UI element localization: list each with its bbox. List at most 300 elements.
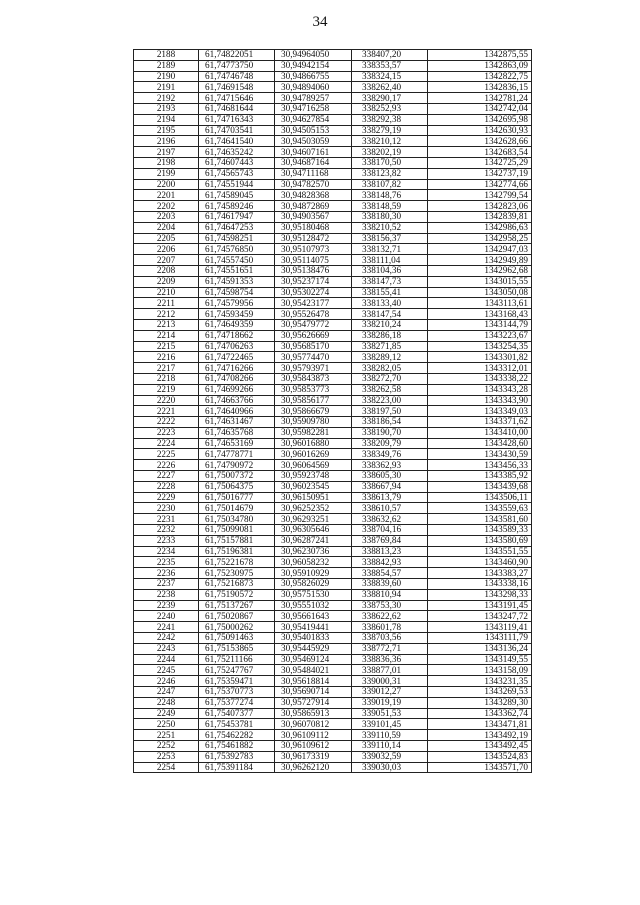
latitude-cell: 61,74635242 (199, 147, 275, 158)
x-coordinate-cell: 338605,30 (352, 471, 428, 482)
point-number-cell: 2201 (134, 190, 199, 201)
table-row (134, 460, 532, 471)
x-coordinate-cell: 338210,24 (352, 319, 428, 330)
latitude-cell: 61,74703541 (199, 125, 275, 136)
latitude-cell: 61,74822051 (199, 50, 275, 61)
table-row (134, 514, 532, 525)
x-coordinate-cell: 338407,20 (352, 50, 428, 61)
point-number-cell: 2202 (134, 201, 199, 212)
table-row (134, 309, 532, 320)
table-row (134, 373, 532, 384)
table-row (134, 201, 532, 212)
x-coordinate-cell: 338223,00 (352, 395, 428, 406)
table-row (134, 255, 532, 266)
longitude-cell: 30,96064569 (275, 460, 352, 471)
longitude-cell: 30,96070812 (275, 719, 352, 730)
y-coordinate-cell: 1343410,00 (428, 427, 532, 438)
point-number-cell: 2199 (134, 168, 199, 179)
x-coordinate-cell: 339032,59 (352, 751, 428, 762)
point-number-cell: 2209 (134, 276, 199, 287)
y-coordinate-cell: 1342836,15 (428, 82, 532, 93)
point-number-cell: 2242 (134, 633, 199, 644)
point-number-cell: 2227 (134, 471, 199, 482)
point-number-cell: 2248 (134, 697, 199, 708)
x-coordinate-cell: 338210,12 (352, 136, 428, 147)
point-number-cell: 2211 (134, 298, 199, 309)
longitude-cell: 30,95401833 (275, 633, 352, 644)
y-coordinate-cell: 1343349,03 (428, 406, 532, 417)
point-number-cell: 2195 (134, 125, 199, 136)
table-row (134, 222, 532, 233)
table-row (134, 643, 532, 654)
longitude-cell: 30,95626669 (275, 330, 352, 341)
x-coordinate-cell: 338289,12 (352, 352, 428, 363)
point-number-cell: 2221 (134, 406, 199, 417)
table-row (134, 589, 532, 600)
x-coordinate-cell: 338123,82 (352, 168, 428, 179)
latitude-cell: 61,74589246 (199, 201, 275, 212)
longitude-cell: 30,95826029 (275, 579, 352, 590)
x-coordinate-cell: 338704,16 (352, 525, 428, 536)
longitude-cell: 30,96016269 (275, 449, 352, 460)
table-row (134, 136, 532, 147)
y-coordinate-cell: 1343343,90 (428, 395, 532, 406)
point-number-cell: 2215 (134, 341, 199, 352)
x-coordinate-cell: 338632,62 (352, 514, 428, 525)
point-number-cell: 2252 (134, 741, 199, 752)
x-coordinate-cell: 339030,03 (352, 762, 428, 773)
x-coordinate-cell: 338842,93 (352, 557, 428, 568)
latitude-cell: 61,74635768 (199, 427, 275, 438)
point-number-cell: 2234 (134, 546, 199, 557)
y-coordinate-cell: 1343385,92 (428, 471, 532, 482)
point-number-cell: 2222 (134, 417, 199, 428)
latitude-cell: 61,74715646 (199, 93, 275, 104)
latitude-cell: 61,75461882 (199, 741, 275, 752)
latitude-cell: 61,75462282 (199, 730, 275, 741)
longitude-cell: 30,96305646 (275, 525, 352, 536)
table-row (134, 190, 532, 201)
y-coordinate-cell: 1342799,54 (428, 190, 532, 201)
point-number-cell: 2230 (134, 503, 199, 514)
y-coordinate-cell: 1343015,55 (428, 276, 532, 287)
table-row (134, 244, 532, 255)
table-row (134, 276, 532, 287)
latitude-cell: 61,74591353 (199, 276, 275, 287)
latitude-cell: 61,74706263 (199, 341, 275, 352)
latitude-cell: 61,74773750 (199, 60, 275, 71)
longitude-cell: 30,95180468 (275, 222, 352, 233)
longitude-cell: 30,95727914 (275, 697, 352, 708)
point-number-cell: 2239 (134, 600, 199, 611)
y-coordinate-cell: 1343254,35 (428, 341, 532, 352)
point-number-cell: 2196 (134, 136, 199, 147)
longitude-cell: 30,95237174 (275, 276, 352, 287)
longitude-cell: 30,96150951 (275, 492, 352, 503)
y-coordinate-cell: 1343551,55 (428, 546, 532, 557)
x-coordinate-cell: 338132,71 (352, 244, 428, 255)
longitude-cell: 30,95910929 (275, 568, 352, 579)
point-number-cell: 2249 (134, 708, 199, 719)
table-row (134, 697, 532, 708)
point-number-cell: 2217 (134, 363, 199, 374)
y-coordinate-cell: 1343580,69 (428, 535, 532, 546)
latitude-cell: 61,74631467 (199, 417, 275, 428)
latitude-cell: 61,75099081 (199, 525, 275, 536)
longitude-cell: 30,94503059 (275, 136, 352, 147)
point-number-cell: 2206 (134, 244, 199, 255)
longitude-cell: 30,96016880 (275, 438, 352, 449)
table-row (134, 406, 532, 417)
y-coordinate-cell: 1343581,60 (428, 514, 532, 525)
longitude-cell: 30,95302274 (275, 287, 352, 298)
y-coordinate-cell: 1343050,08 (428, 287, 532, 298)
point-number-cell: 2214 (134, 330, 199, 341)
latitude-cell: 61,74551944 (199, 179, 275, 190)
point-number-cell: 2198 (134, 157, 199, 168)
longitude-cell: 30,94894060 (275, 82, 352, 93)
point-number-cell: 2233 (134, 535, 199, 546)
point-number-cell: 2246 (134, 676, 199, 687)
x-coordinate-cell: 338104,36 (352, 265, 428, 276)
table-row (134, 352, 532, 363)
coordinates-table (133, 49, 532, 773)
latitude-cell: 61,74557450 (199, 255, 275, 266)
x-coordinate-cell: 338854,57 (352, 568, 428, 579)
point-number-cell: 2225 (134, 449, 199, 460)
table-row (134, 395, 532, 406)
longitude-cell: 30,96262120 (275, 762, 352, 773)
point-number-cell: 2220 (134, 395, 199, 406)
table-row (134, 82, 532, 93)
table-row (134, 525, 532, 536)
x-coordinate-cell: 338282,05 (352, 363, 428, 374)
latitude-cell: 61,74718662 (199, 330, 275, 341)
x-coordinate-cell: 338272,70 (352, 373, 428, 384)
latitude-cell: 61,75221678 (199, 557, 275, 568)
longitude-cell: 30,95107973 (275, 244, 352, 255)
x-coordinate-cell: 338769,84 (352, 535, 428, 546)
y-coordinate-cell: 1343362,74 (428, 708, 532, 719)
longitude-cell: 30,94903567 (275, 211, 352, 222)
longitude-cell: 30,96293251 (275, 514, 352, 525)
longitude-cell: 30,96023545 (275, 481, 352, 492)
table-row (134, 298, 532, 309)
y-coordinate-cell: 1343492,19 (428, 730, 532, 741)
longitude-cell: 30,95423177 (275, 298, 352, 309)
y-coordinate-cell: 1343298,33 (428, 589, 532, 600)
x-coordinate-cell: 339012,27 (352, 687, 428, 698)
y-coordinate-cell: 1343492,45 (428, 741, 532, 752)
longitude-cell: 30,95774470 (275, 352, 352, 363)
latitude-cell: 61,74663766 (199, 395, 275, 406)
y-coordinate-cell: 1343439,68 (428, 481, 532, 492)
table-row (134, 557, 532, 568)
y-coordinate-cell: 1343231,35 (428, 676, 532, 687)
y-coordinate-cell: 1342863,09 (428, 60, 532, 71)
x-coordinate-cell: 338279,19 (352, 125, 428, 136)
x-coordinate-cell: 338286,18 (352, 330, 428, 341)
latitude-cell: 61,74699266 (199, 384, 275, 395)
x-coordinate-cell: 338262,40 (352, 82, 428, 93)
point-number-cell: 2190 (134, 71, 199, 82)
point-number-cell: 2229 (134, 492, 199, 503)
longitude-cell: 30,95445929 (275, 643, 352, 654)
point-number-cell: 2203 (134, 211, 199, 222)
x-coordinate-cell: 338155,41 (352, 287, 428, 298)
point-number-cell: 2224 (134, 438, 199, 449)
y-coordinate-cell: 1343430,59 (428, 449, 532, 460)
point-number-cell: 2243 (134, 643, 199, 654)
longitude-cell: 30,96173319 (275, 751, 352, 762)
latitude-cell: 61,74607443 (199, 157, 275, 168)
latitude-cell: 61,74579956 (199, 298, 275, 309)
table-row (134, 535, 532, 546)
y-coordinate-cell: 1343506,11 (428, 492, 532, 503)
y-coordinate-cell: 1343113,61 (428, 298, 532, 309)
x-coordinate-cell: 338290,17 (352, 93, 428, 104)
table-row (134, 687, 532, 698)
x-coordinate-cell: 338703,56 (352, 633, 428, 644)
latitude-cell: 61,74722465 (199, 352, 275, 363)
point-number-cell: 2192 (134, 93, 199, 104)
table-row (134, 611, 532, 622)
y-coordinate-cell: 1343301,82 (428, 352, 532, 363)
latitude-cell: 61,75137267 (199, 600, 275, 611)
longitude-cell: 30,96109112 (275, 730, 352, 741)
x-coordinate-cell: 339110,14 (352, 741, 428, 752)
table-row (134, 179, 532, 190)
longitude-cell: 30,95484021 (275, 665, 352, 676)
x-coordinate-cell: 338133,40 (352, 298, 428, 309)
x-coordinate-cell: 338810,94 (352, 589, 428, 600)
table-row (134, 492, 532, 503)
x-coordinate-cell: 338170,50 (352, 157, 428, 168)
longitude-cell: 30,96230736 (275, 546, 352, 557)
table-row (134, 233, 532, 244)
x-coordinate-cell: 338839,60 (352, 579, 428, 590)
y-coordinate-cell: 1343383,27 (428, 568, 532, 579)
x-coordinate-cell: 338349,76 (352, 449, 428, 460)
point-number-cell: 2193 (134, 103, 199, 114)
x-coordinate-cell: 339101,45 (352, 719, 428, 730)
latitude-cell: 61,74640966 (199, 406, 275, 417)
longitude-cell: 30,95923748 (275, 471, 352, 482)
x-coordinate-cell: 339051,53 (352, 708, 428, 719)
longitude-cell: 30,96058232 (275, 557, 352, 568)
point-number-cell: 2232 (134, 525, 199, 536)
latitude-cell: 61,75016777 (199, 492, 275, 503)
longitude-cell: 30,95856177 (275, 395, 352, 406)
table-row (134, 71, 532, 82)
longitude-cell: 30,94866755 (275, 71, 352, 82)
point-number-cell: 2218 (134, 373, 199, 384)
x-coordinate-cell: 338186,54 (352, 417, 428, 428)
longitude-cell: 30,95128472 (275, 233, 352, 244)
point-number-cell: 2231 (134, 514, 199, 525)
latitude-cell: 61,74647253 (199, 222, 275, 233)
latitude-cell: 61,74708266 (199, 373, 275, 384)
longitude-cell: 30,94687164 (275, 157, 352, 168)
y-coordinate-cell: 1343428,60 (428, 438, 532, 449)
latitude-cell: 61,75153865 (199, 643, 275, 654)
latitude-cell: 61,75359471 (199, 676, 275, 687)
y-coordinate-cell: 1342823,06 (428, 201, 532, 212)
point-number-cell: 2244 (134, 654, 199, 665)
y-coordinate-cell: 1342725,29 (428, 157, 532, 168)
x-coordinate-cell: 338292,38 (352, 114, 428, 125)
x-coordinate-cell: 338753,30 (352, 600, 428, 611)
table-row (134, 417, 532, 428)
point-number-cell: 2228 (134, 481, 199, 492)
y-coordinate-cell: 1342949,89 (428, 255, 532, 266)
latitude-cell: 61,75391184 (199, 762, 275, 773)
latitude-cell: 61,74593459 (199, 309, 275, 320)
latitude-cell: 61,75020867 (199, 611, 275, 622)
table-row (134, 147, 532, 158)
y-coordinate-cell: 1343338,22 (428, 373, 532, 384)
point-number-cell: 2204 (134, 222, 199, 233)
table-row (134, 600, 532, 611)
longitude-cell: 30,94505153 (275, 125, 352, 136)
longitude-cell: 30,95419441 (275, 622, 352, 633)
point-number-cell: 2219 (134, 384, 199, 395)
table-row (134, 471, 532, 482)
y-coordinate-cell: 1343471,81 (428, 719, 532, 730)
table-row (134, 708, 532, 719)
table-row (134, 568, 532, 579)
y-coordinate-cell: 1342630,93 (428, 125, 532, 136)
point-number-cell: 2210 (134, 287, 199, 298)
x-coordinate-cell: 338601,78 (352, 622, 428, 633)
latitude-cell: 61,74641540 (199, 136, 275, 147)
latitude-cell: 61,75453781 (199, 719, 275, 730)
latitude-cell: 61,75091463 (199, 633, 275, 644)
y-coordinate-cell: 1342947,03 (428, 244, 532, 255)
longitude-cell: 30,95618814 (275, 676, 352, 687)
y-coordinate-cell: 1343119,41 (428, 622, 532, 633)
y-coordinate-cell: 1343269,53 (428, 687, 532, 698)
point-number-cell: 2216 (134, 352, 199, 363)
latitude-cell: 61,75370773 (199, 687, 275, 698)
latitude-cell: 61,75377274 (199, 697, 275, 708)
x-coordinate-cell: 338209,79 (352, 438, 428, 449)
y-coordinate-cell: 1342695,98 (428, 114, 532, 125)
table-row (134, 168, 532, 179)
y-coordinate-cell: 1343144,79 (428, 319, 532, 330)
table-row (134, 60, 532, 71)
point-number-cell: 2205 (134, 233, 199, 244)
y-coordinate-cell: 1343460,90 (428, 557, 532, 568)
table-row (134, 157, 532, 168)
y-coordinate-cell: 1343158,09 (428, 665, 532, 676)
latitude-cell: 61,75247767 (199, 665, 275, 676)
longitude-cell: 30,94607161 (275, 147, 352, 158)
latitude-cell: 61,75064375 (199, 481, 275, 492)
longitude-cell: 30,95685170 (275, 341, 352, 352)
latitude-cell: 61,75216873 (199, 579, 275, 590)
x-coordinate-cell: 339000,31 (352, 676, 428, 687)
latitude-cell: 61,74716266 (199, 363, 275, 374)
point-number-cell: 2235 (134, 557, 199, 568)
latitude-cell: 61,75392783 (199, 751, 275, 762)
point-number-cell: 2245 (134, 665, 199, 676)
point-number-cell: 2247 (134, 687, 199, 698)
x-coordinate-cell: 338622,62 (352, 611, 428, 622)
y-coordinate-cell: 1343524,83 (428, 751, 532, 762)
y-coordinate-cell: 1343371,62 (428, 417, 532, 428)
table-row (134, 751, 532, 762)
latitude-cell: 61,75014679 (199, 503, 275, 514)
point-number-cell: 2253 (134, 751, 199, 762)
table-row (134, 579, 532, 590)
table-row (134, 633, 532, 644)
point-number-cell: 2191 (134, 82, 199, 93)
longitude-cell: 30,96287241 (275, 535, 352, 546)
y-coordinate-cell: 1343168,43 (428, 309, 532, 320)
y-coordinate-cell: 1343149,55 (428, 654, 532, 665)
y-coordinate-cell: 1342774,66 (428, 179, 532, 190)
table-row (134, 719, 532, 730)
latitude-cell: 61,75000262 (199, 622, 275, 633)
point-number-cell: 2208 (134, 265, 199, 276)
y-coordinate-cell: 1343559,63 (428, 503, 532, 514)
latitude-cell: 61,75407377 (199, 708, 275, 719)
table-row (134, 481, 532, 492)
y-coordinate-cell: 1343289,30 (428, 697, 532, 708)
point-number-cell: 2200 (134, 179, 199, 190)
longitude-cell: 30,95751530 (275, 589, 352, 600)
table-row (134, 622, 532, 633)
table-row (134, 319, 532, 330)
x-coordinate-cell: 338147,73 (352, 276, 428, 287)
table-row (134, 114, 532, 125)
table-row (134, 363, 532, 374)
table-row (134, 287, 532, 298)
point-number-cell: 2236 (134, 568, 199, 579)
y-coordinate-cell: 1343338,16 (428, 579, 532, 590)
x-coordinate-cell: 338613,79 (352, 492, 428, 503)
x-coordinate-cell: 338667,94 (352, 481, 428, 492)
latitude-cell: 61,74746748 (199, 71, 275, 82)
x-coordinate-cell: 338813,23 (352, 546, 428, 557)
longitude-cell: 30,95865913 (275, 708, 352, 719)
latitude-cell: 61,74778771 (199, 449, 275, 460)
table-row (134, 103, 532, 114)
table-row (134, 503, 532, 514)
x-coordinate-cell: 338210,52 (352, 222, 428, 233)
table-row (134, 341, 532, 352)
latitude-cell: 61,74576850 (199, 244, 275, 255)
point-number-cell: 2213 (134, 319, 199, 330)
y-coordinate-cell: 1343589,33 (428, 525, 532, 536)
longitude-cell: 30,95114075 (275, 255, 352, 266)
point-number-cell: 2237 (134, 579, 199, 590)
table-row (134, 449, 532, 460)
latitude-cell: 61,75190572 (199, 589, 275, 600)
x-coordinate-cell: 338202,19 (352, 147, 428, 158)
table-row (134, 211, 532, 222)
x-coordinate-cell: 338252,93 (352, 103, 428, 114)
longitude-cell: 30,95469124 (275, 654, 352, 665)
longitude-cell: 30,95843873 (275, 373, 352, 384)
table-row (134, 50, 532, 61)
table-row (134, 730, 532, 741)
y-coordinate-cell: 1343247,72 (428, 611, 532, 622)
longitude-cell: 30,96109612 (275, 741, 352, 752)
y-coordinate-cell: 1343456,33 (428, 460, 532, 471)
latitude-cell: 61,74790972 (199, 460, 275, 471)
